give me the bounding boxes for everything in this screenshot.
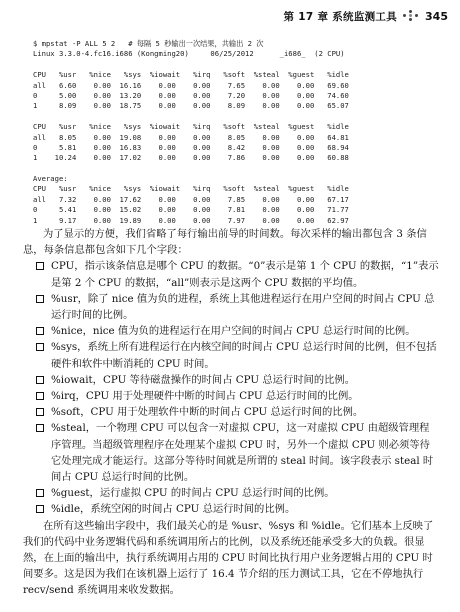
code-line: Average: (33, 174, 68, 184)
code-line: 1 9.17 0.00 19.89 0.00 0.00 7.97 0.00 0.00 62.97 (33, 215, 349, 225)
field-item (23, 258, 443, 290)
code-line: CPU %usr %nice %sys %iowait %irq %soft %steal %guest %idle (33, 184, 349, 194)
field-list (23, 258, 443, 517)
chapter-title: 第 17 章 系统监测工具 (283, 10, 398, 23)
checkbox-square-icon (36, 343, 44, 351)
code-line: 1 10.24 0.00 17.02 0.00 0.00 7.86 0.00 0.00 60.88 (33, 153, 349, 163)
intro-paragraph: 为了显示的方便，我们省略了每行输出前导的时间数。每次采样的输出都包含 3 条信息，每条信息都包含如下几个字段： (23, 228, 427, 257)
field-item (23, 372, 443, 388)
body-text (23, 226, 443, 599)
code-line: 1 8.09 0.00 18.75 0.00 0.00 8.09 0.00 0.00 65.07 (33, 101, 349, 111)
checkbox-square-icon (36, 489, 44, 497)
checkbox-square-icon (36, 392, 44, 400)
code-line: 0 5.41 0.00 15.02 0.00 0.00 7.81 0.00 0.00 71.77 (33, 205, 349, 215)
code-line: 0 5.00 0.00 13.20 0.00 0.00 7.20 0.00 0.00 74.60 (33, 90, 349, 100)
checkbox-square-icon (36, 262, 44, 270)
field-item (23, 420, 443, 485)
checkbox-square-icon (36, 424, 44, 432)
code-line: all 6.60 0.00 16.16 0.00 0.00 7.65 0.00 0.00 69.60 (33, 80, 349, 90)
field-description: %soft，CPU 用于处理软件中断的时间占 CPU 总运行时间的比例。 (51, 406, 364, 419)
code-line (33, 112, 453, 122)
code-line: CPU %usr %nice %sys %iowait %irq %soft %steal %guest %idle (33, 122, 349, 132)
field-description: %idle，系统空闲的时间占 CPU 总运行时间的比例。 (51, 503, 296, 516)
code-line: CPU %usr %nice %sys %iowait %irq %soft %steal %guest %idle (33, 70, 349, 80)
field-description: %steal，一个物理 CPU 可以包含一对虚拟 CPU，这一对虚拟 CPU 由超级管理程序管理。当超级管理程序在处理某个虚拟 CPU 时，另外一个虚拟 CPU 则必须等待它处理完成才能运行。这部分等待时间就是所谓的 steal 时间。该字段表示 steal 时间占 CPU 总运行时间的比例。 (51, 422, 434, 484)
closing-paragraph: 在所有这些输出字段中，我们最关心的是 %usr、%sys 和 %idle。它们基本上反映了我们的代码中业务逻辑代码和系统调用所占的比例，以及系统还能承受多大的负载。很显然，在上面的输出中，执行系统调用占用的 CPU 时间比执行用户业务逻辑占用的 CPU 时间要多。这是因为我们在该机器上运行了 16.4 节介绍的压力测试工具，它在不停地执行 recv/send 系统调用来收发数据。 (23, 519, 434, 597)
field-item (23, 485, 443, 501)
code-line: all 8.05 0.00 19.08 0.00 0.00 8.05 0.00 0.00 64.81 (33, 132, 349, 142)
field-description: CPU，指示该条信息是哪个 CPU 的数据。“0”表示是第 1 个 CPU 的数据，“1”表示是第 2 个 CPU 的数据，“all”则表示是这两个 CPU 数据的平均值。 (51, 260, 439, 289)
code-block (33, 39, 453, 226)
code-line: all 7.32 0.00 17.62 0.00 0.00 7.85 0.00 0.00 67.17 (33, 194, 349, 204)
page-number: 345 (425, 9, 448, 23)
code-line: Linux 3.3.0-4.fc16.i686 (Kongming20) 06/25/2012 _i686_ (2 CPU) (33, 49, 345, 59)
field-description: %irq，CPU 用于处理硬件中断的时间占 CPU 总运行时间的比例。 (51, 390, 359, 403)
checkbox-square-icon (36, 376, 44, 384)
checkbox-square-icon (36, 408, 44, 416)
field-item (23, 404, 443, 420)
code-line (33, 60, 453, 70)
field-item (23, 388, 443, 404)
field-item (23, 501, 443, 517)
page-header (284, 8, 448, 24)
field-description: %nice，nice 值为负的进程运行在用户空间的时间占 CPU 总运行时间的比例。 (51, 325, 416, 338)
field-description: %guest，运行虚拟 CPU 的时间占 CPU 总运行时间的比例。 (51, 487, 335, 500)
field-item (23, 323, 443, 339)
checkbox-square-icon (36, 505, 44, 513)
field-item (23, 291, 443, 323)
field-description: %sys，系统上所有进程运行在内核空间的时间占 CPU 总运行时间的比例，但不包括硬件和软件中断消耗的 CPU 时间。 (51, 341, 437, 370)
field-description: %iowait，CPU 等待磁盘操作的时间占 CPU 总运行时间的比例。 (51, 373, 356, 386)
dots-icon (403, 10, 419, 22)
code-line: $ mpstat -P ALL 5 2 # 每隔 5 秒输出一次结果，共输出 2 次 (33, 39, 264, 48)
checkbox-square-icon (36, 327, 44, 335)
code-line: 0 5.81 0.00 16.83 0.00 0.00 8.42 0.00 0.00 68.94 (33, 142, 349, 152)
field-description: %usr，除了 nice 值为负的进程，系统上其他进程运行在用户空间的时间占 CPU 总运行时间的比例。 (51, 292, 435, 322)
code-line (33, 164, 453, 174)
checkbox-square-icon (36, 295, 44, 303)
field-item (23, 339, 443, 371)
